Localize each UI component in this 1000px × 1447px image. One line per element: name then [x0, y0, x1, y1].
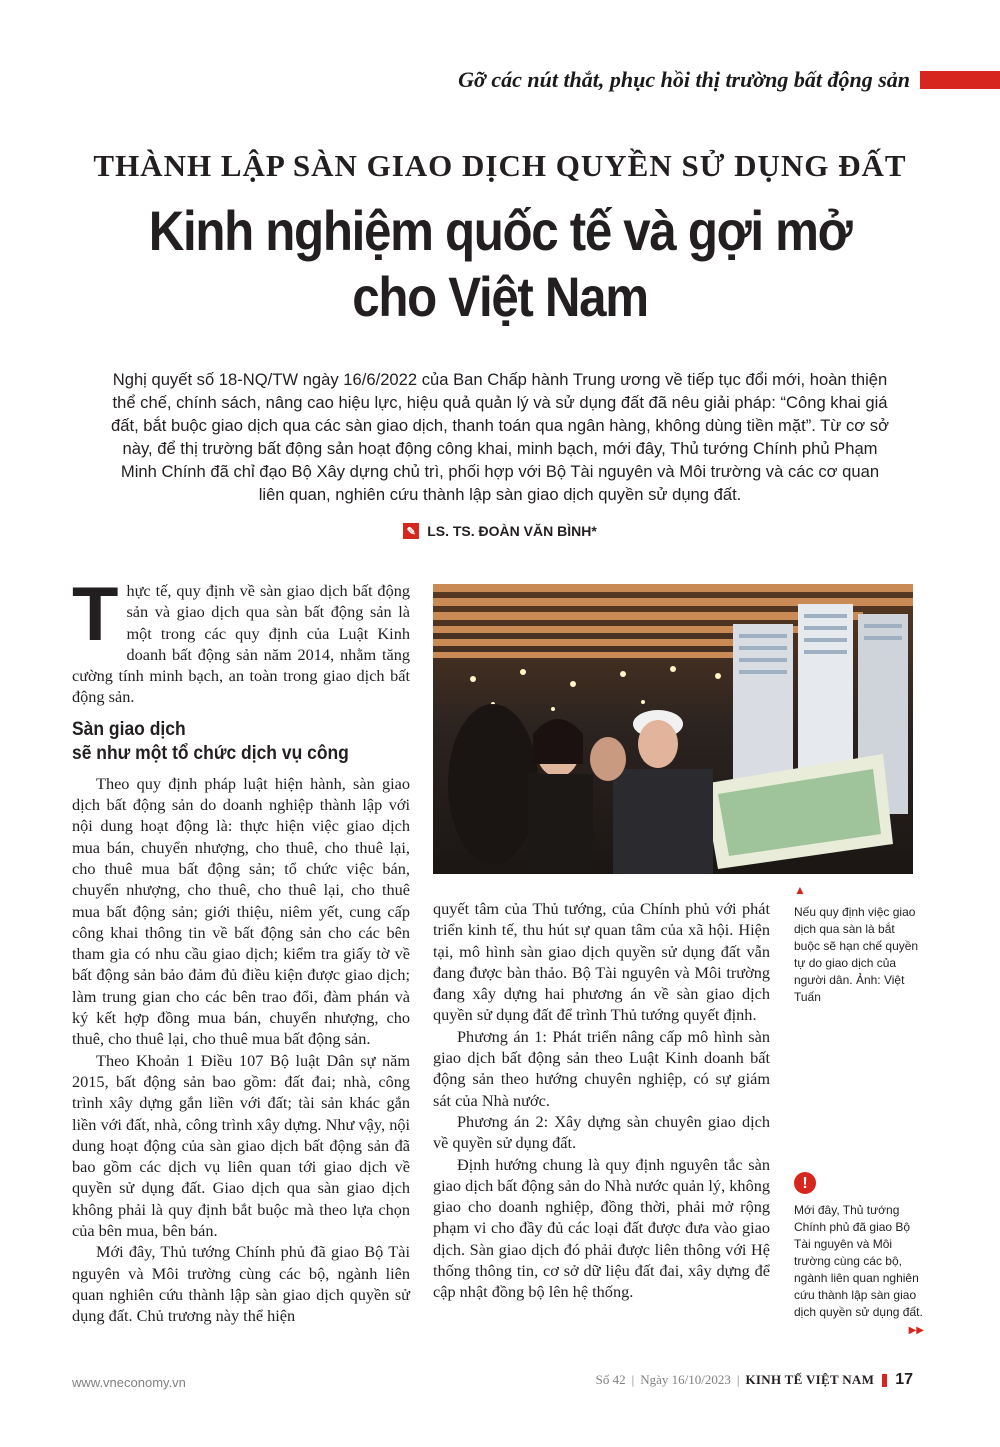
page-number: 17: [895, 1371, 913, 1388]
photo-credit: Ảnh: Việt Tuấn: [794, 973, 905, 1004]
intro-text: hực tế, quy định về sàn giao dịch bất động sản và giao dịch qua sàn bất động sản là một trong các quy định của Luật Kinh doanh bất động sản năm 2014, nhằm tăng cường tính minh bạch, an toàn trong giao dịch bất động sản.: [72, 581, 410, 707]
article-photo: [433, 584, 913, 874]
byline: [0, 523, 1000, 539]
article-headline: [60, 198, 940, 330]
photo-caption: [794, 882, 924, 1006]
subheading-line-2: sẽ như một tổ chức dịch vụ công: [72, 742, 349, 764]
body-paragraph: Phương án 1: Phát triển nâng cấp mô hình sàn giao dịch bất động sản theo Luật Kinh doanh bất động sản theo hướng chuyên nghiệp, có sự giám sát của Nhà nước.: [433, 1026, 770, 1110]
body-column-1: [72, 572, 410, 1327]
article-lead: Nghị quyết số 18-NQ/TW ngày 16/6/2022 của Ban Chấp hành Trung ương về tiếp tục đổi mới, hoàn thiện thể chế, chính sách, nâng cao hiệu lực, hiệu quả quản lý và sử dụng đất đã nêu giải pháp: “Công khai giá đất, bắt buộc giao dịch qua các sàn giao dịch, thanh toán qua ngân hàng, không dùng tiền mặt”. Từ cơ sở này, để thị trường bất động sản hoạt động công khai, minh bạch, mới đây, Thủ tướng Chính phủ Phạm Minh Chính đã chỉ đạo Bộ Xây dựng chủ trì, phối hợp với Bộ Tài nguyên và Môi trường và các cơ quan liên quan, nghiên cứu thành lập sàn giao dịch quyền sử dụng đất.: [111, 370, 889, 504]
footer-accent-bar: [882, 1374, 887, 1387]
exclamation-icon: !: [794, 1172, 816, 1194]
footer-info: [596, 1371, 913, 1389]
body-paragraph: Phương án 2: Xây dựng sàn chuyên giao dịch về quyền sử dụng đất.: [433, 1111, 770, 1153]
body-paragraph: Theo quy định pháp luật hiện hành, sàn giao dịch bất động sản do doanh nghiệp thành lập với nội dung hoạt động là: thực hiện việc giao dịch mua bán, chuyển nhượng, cho thuê, cho thuê lại, cho thuê mua bất động sản; tổ chức việc bán, chuyển nhượng, cho thuê, cho thuê lại, cho thuê mua bất động sản; giới thiệu, niêm yết, cung cấp công khai thông tin về bất động sản cho các bên tham gia có nhu cầu giao dịch; kiểm tra giấy tờ về bất động sản bảo đảm đủ điều kiện được giao dịch; làm trung gian cho các bên trao đổi, đàm phán và ký kết hợp đồng mua bán, chuyển nhượng, cho thuê, cho thuê lại, cho thuê mua bất động sản.: [72, 773, 410, 1049]
author-name: LS. TS. ĐOÀN VĂN BÌNH*: [427, 523, 597, 539]
double-arrow-icon: ▶▶: [908, 1325, 924, 1336]
subheading-line-1: Sàn giao dịch: [72, 718, 186, 740]
article-kicker: THÀNH LẬP SÀN GIAO DỊCH QUYỀN SỬ DỤNG ĐẤT: [93, 148, 907, 183]
pull-quote-text: Mới đây, Thủ tướng Chính phủ đã giao Bộ Tài nguyên và Môi trường cùng các bộ, ngành liên quan nghiên cứu thành lập sàn giao dịch quyền sử dụng đất.: [794, 1203, 923, 1319]
footer-separator: |: [736, 1372, 740, 1387]
headline-line-1: Kinh nghiệm quốc tế và gợi mở: [148, 199, 852, 262]
footer-separator: |: [631, 1372, 635, 1387]
caption-text: Nếu quy định việc giao dịch qua sàn là bắt buộc sẽ hạn chế quyền tự do giao dịch của người dân.: [794, 905, 919, 987]
section-accent-bar: [920, 71, 1000, 89]
body-paragraph: Mới đây, Thủ tướng Chính phủ đã giao Bộ Tài nguyên và Môi trường cùng các bộ, ngành liên quan nghiên cứu thành lập sàn giao dịch quyền sử dụng đất. Chủ trương này thể hiện: [72, 1242, 410, 1326]
body-column-2: [433, 898, 770, 1303]
triangle-up-icon: ▲: [794, 883, 806, 897]
issue-number: Số 42: [595, 1372, 626, 1387]
pen-icon: ✎: [403, 523, 419, 539]
body-paragraph: Định hướng chung là quy định nguyên tắc sàn giao dịch bất động sản do Nhà nước quản lý, không giao cho doanh nghiệp, đồng thời, phải mở rộng phạm vi cho đầy đủ các loại đất được đưa vào giao dịch. Sàn giao dịch đó phải được liên thông với Hệ thống thông tin, cơ sở dữ liệu đất đai, xây dựng để cập nhật đồng bộ lên hệ thống.: [433, 1154, 770, 1302]
headline-line-2: cho Việt Nam: [352, 265, 648, 328]
intro-paragraph: [72, 572, 410, 708]
body-paragraph: quyết tâm của Thủ tướng, của Chính phủ với phát triển kinh tế, thu hút sự quan tâm của xã hội. Hiện tại, mô hình sàn giao dịch quyền sử dụng đất vẫn đang được bàn thảo. Bộ Tài nguyên và Môi trường đang xây dựng hai phương án về sàn giao dịch quyền sử dụng đất để trình Thủ tướng quyết định.: [433, 899, 770, 1025]
body-paragraph: Theo Khoản 1 Điều 107 Bộ luật Dân sự năm 2015, bất động sản bao gồm: đất đai; nhà, công trình xây dựng gắn liền với đất; tài sản khác gắn liền với đất, nhà, công trình xây dựng. Như vậy, nội dung hoạt động của sàn giao dịch bất động sản đã bao gồm các dịch vụ liên quan tới giao dịch về quyền sử dụng đất. Giao dịch qua sàn giao dịch không phải là quy định bắt buộc mà theo lựa chọn của bên mua, bên bán.: [72, 1050, 410, 1241]
footer-website: www.vneconomy.vn: [72, 1375, 186, 1390]
drop-cap: T: [72, 572, 119, 657]
issue-date: Ngày 16/10/2023: [640, 1372, 731, 1387]
magazine-name: KINH TẾ VIỆT NAM: [745, 1372, 875, 1387]
pull-quote: [794, 1172, 924, 1336]
subheading: [72, 718, 383, 766]
section-header: [458, 66, 1000, 94]
section-title: Gỡ các nút thắt, phục hồi thị trường bất động sản: [458, 67, 910, 92]
